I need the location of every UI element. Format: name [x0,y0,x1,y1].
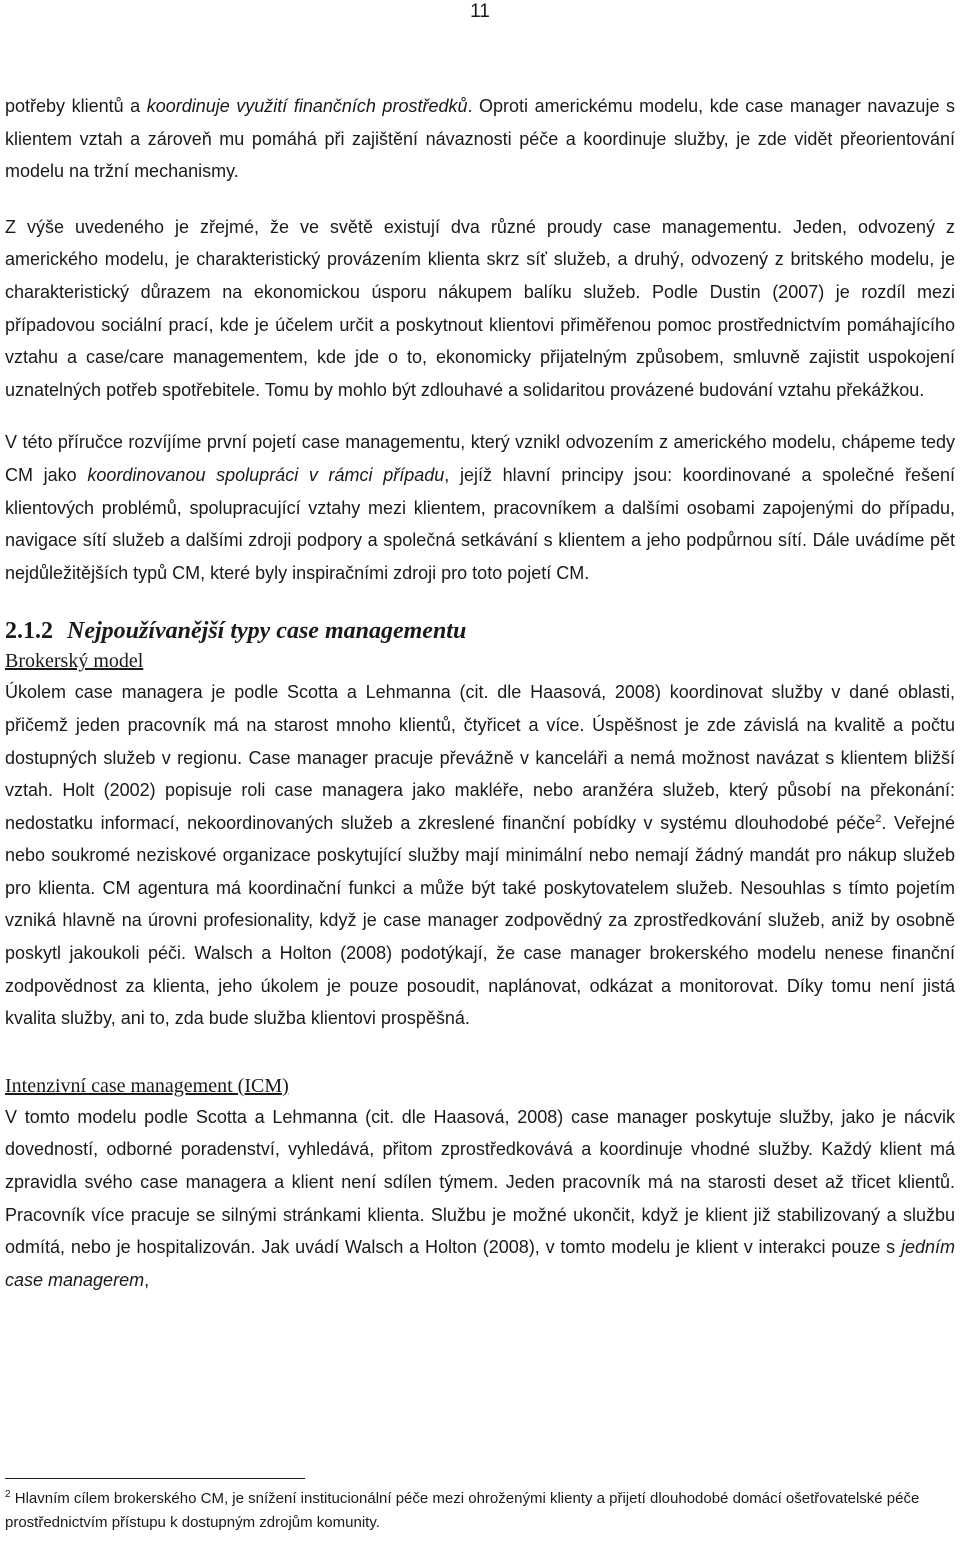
paragraph-broker-model [5,676,955,1035]
p1-italic: koordinuje využití finančních prostředků [146,96,468,116]
p3-text-c: , jejíž hlavní principy jsou: koordinované a společné řešení klientových problémů, spolupracující vztahy mezi klientem, pracovníkem a dalšími osobami zapojenými do případu, navigace sítí služeb a dalšími zdroji podpory a společná setkávání s klientem a jeho podpůrnou sítí. Dále uvádíme pět nejdůležitějších typů CM, které byly inspiračními zdroji pro toto pojetí CM. [5,464,955,583]
p1-text-a: potřeby klientů a [5,96,147,116]
paragraph-intro [5,90,955,188]
footnote-divider [5,1478,305,1479]
icm-text-c: , [144,1269,150,1290]
subheading-icm: Intenzivní case management (ICM) [5,1074,289,1097]
paragraph-handbook-concept [5,426,955,589]
paragraph-icm [5,1101,955,1297]
section-heading [5,616,955,646]
icm-text-a: V tomto modelu podle Scotta a Lehmanna (cit. dle Haasová, 2008) case manager poskytuje služby, jako je nácvik dovedností, odborné poradenství, vyhledává, přitom zprostředkovává a koordinuje vhodné služby. Každý klient má zpravidla svého case managera a klient není sdílen týmem. Jeden pracovník má na starosti deset až třicet klientů. Pracovník více pracuje se silnými stránkami klienta. Službu je možné ukončit, když je klient již stabilizovaný a službu odmítá, nebo je hospitalizován. Jak uvádí Walsch a Holton (2008), v tomto modelu je klient v interakci pouze s [5,1106,955,1258]
footnote [5,1487,955,1535]
p1-text-c: . Oproti americkému modelu, kde case manager navazuje s klientem vztah a zároveň mu pomáhá při zajištění návaznosti péče a koordinuje služby, je zde vidět přeorientování modelu na tržní mechanismy. [5,96,955,182]
p3-italic: koordinovanou spolupráci v rámci případu [87,464,445,485]
section-number: 2.1.2 [5,618,53,645]
icm-italic: jedním case managerem [5,1237,955,1290]
paragraph-two-streams: Z výše uvedeného je zřejmé, že ve světě existují dva různé proudy case managementu. Jeden, odvozený z amerického modelu, je charakteristický provázením klienta skrz síť služeb, a druhý, odvozený z britského modelu, je charakteristický důrazem na ekonomickou úsporu nákupem balíku služeb. Podle Dustin (2007) je rozdíl mezi případovou sociální prací, kde je účelem určit a poskytnout klientovi přiměřenou pomoc prostřednictvím pomáhajícího vztahu a case/care managementem, kde jde o to, ekonomicky přijatelným způsobem, smluvně zajistit uspokojení uznatelných potřeb spotřebitele. Tomu by mohlo být zdlouhavé a solidaritou provázené budování vztahu překážkou. [5,216,955,400]
body-text [5,90,955,1296]
p3-text-a: V této příručce rozvíjíme první pojetí case managementu, který vznikl odvozením z amerického modelu, chápeme tedy CM jako [5,432,955,485]
section-title: Nejpoužívanější typy case managementu [67,618,467,645]
subheading-broker-model: Brokerský model [5,650,144,673]
page-number: 11 [470,1,490,22]
broker-text-a: Úkolem case managera je podle Scotta a Lehmanna (cit. dle Haasová, 2008) koordinovat služby v dané oblasti, přičemž jeden pracovník má na starost mnoho klientů, čtyřicet a více. Úspěšnost je zde závislá na kvalitě a počtu dostupných služeb v regionu. Case manager pracuje převážně v kanceláři a nemá možnost navázat s klientem bližší vztah. Holt (2002) popisuje roli case managera jako makléře, nebo aranžéra služeb, který působí na překonání: nedostatku informací, nekoordinovaných služeb a zkreslené finanční pobídky v systému dlouhodobé péče [5,682,955,833]
footnote-reference[interactable]: 2 [875,812,882,825]
broker-text-b: . Veřejné nebo soukromé neziskové organizace poskytující služby mají minimální nebo nemají žádný mandát pro nákup služeb pro klienta. CM agentura má koordinační funkci a může být také poskytovatelem služeb. Nesouhlas s tímto pojetím vzniká hlavně na úrovni profesionality, když je case manager zodpovědný za zprostředkování služeb, aniž by osobně poskytl jakoukoli péči. Walsch a Holton (2008) podotýkají, že case manager brokerského modelu nenese finanční zodpovědnost za klienta, jeho úkolem je pouze posoudit, naplánovat, odkázat a monitorovat. Díky tomu není jistá kvalita služby, ani to, zda bude služba klientovi prospěšná. [5,812,955,1029]
footnote-mark: 2 [5,1489,11,1500]
footnote-text: Hlavním cílem brokerského CM, je snížení institucionální péče mezi ohroženými klienty a přijetí dlouhodobé domácí ošetřovatelské péče prostřednictvím přístupu k dostupným zdrojům komunity. [5,1490,920,1531]
